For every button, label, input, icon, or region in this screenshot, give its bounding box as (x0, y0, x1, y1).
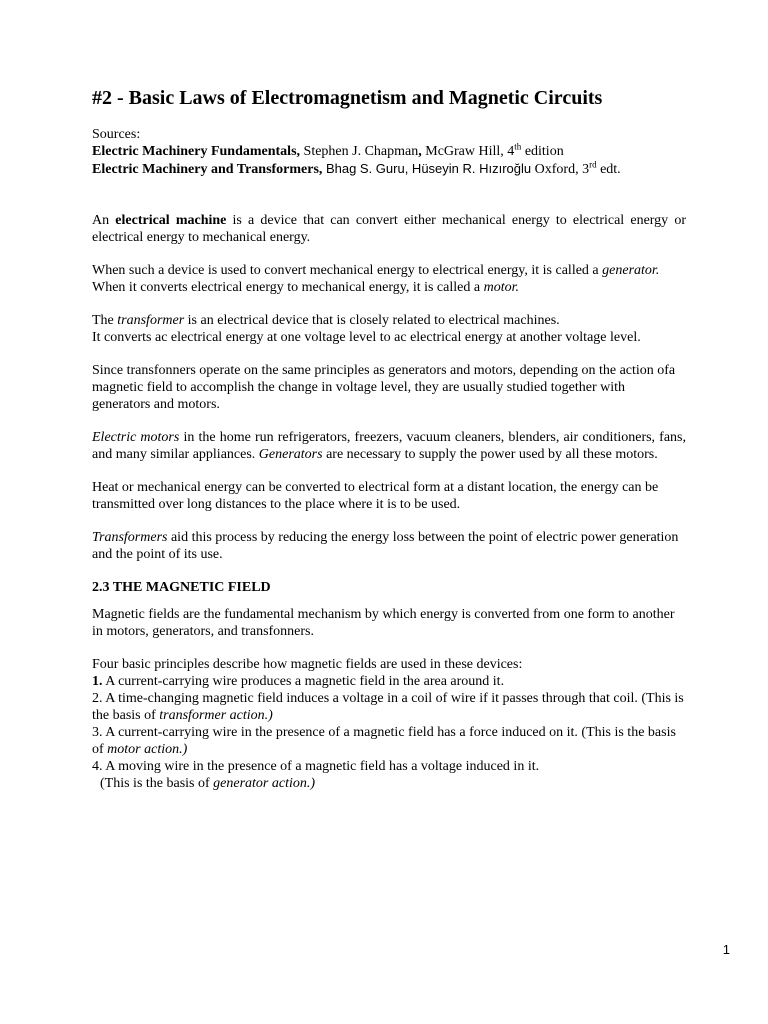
item-4-line2-text: (This is the basis of (100, 776, 210, 791)
intro-paragraph-7 (92, 529, 686, 563)
term-transformers: Transformers (92, 530, 168, 545)
item-4-italic: generator action.) (213, 776, 316, 791)
intro-paragraph-3-line-2: It converts ac electrical energy at one voltage level to ac electrical energy at another voltage level. (92, 330, 641, 345)
item-2-text: A time-changing magnetic field induces a voltage in a coil of wire if it passes through that coil. (This is the basis of (92, 691, 684, 723)
p2-line2-pre: When it converts electrical energy to mechanical energy, it is called a (92, 280, 481, 295)
document-page (92, 86, 686, 792)
intro-paragraph-2 (92, 262, 686, 279)
term-generator: generator (602, 263, 656, 278)
source-book-2 (92, 160, 686, 178)
principles-intro: Four basic principles describe how magnetic fields are used in these devices: (92, 657, 523, 672)
p2-line2-post: . (515, 280, 519, 295)
page-number: 1 (722, 942, 730, 957)
item-1-text: A current-carrying wire produces a magnetic field in the area around it. (105, 674, 505, 689)
intro-paragraph-3 (92, 312, 686, 329)
section-heading: 2.3 THE MAGNETIC FIELD (92, 580, 271, 595)
intro-paragraph-2-line-2 (92, 279, 686, 296)
book-2-edition-sup: rd (589, 159, 597, 170)
intro-paragraph-5 (92, 429, 686, 463)
term-generators: Generators (258, 447, 323, 462)
term-electrical-machine: electrical machine (115, 213, 227, 228)
p5-mid: in the home run refrigerators, freezers, vacuum cleaners, blenders, air conditioners, fans, and many similar appliances. (92, 430, 686, 462)
principle-item-3 (92, 724, 686, 758)
book-1-edition-sup: th (514, 141, 522, 152)
intro-paragraph-6: Heat or mechanical energy can be converted to electrical form at a distant location, the energy can be transmitted over long distances to the place where it is to be used. (92, 480, 659, 512)
p1-post: is a device that can convert either mechanical energy to electrical energy or electrical energy to mechanical energy. (92, 213, 687, 245)
intro-paragraph-1 (92, 212, 686, 246)
source-book-1 (92, 143, 686, 160)
item-2-italic: transformer action.) (159, 708, 273, 723)
item-1-number: 1. (92, 674, 103, 689)
book-2-authors: Bhag S. Guru, Hüseyin R. Hızıroğlu (325, 161, 532, 176)
principle-item-2 (92, 690, 686, 724)
p2-mid: . (655, 263, 660, 278)
item-3-number: 3. (92, 725, 103, 740)
p5-post: are necessary to supply the power used by all these motors. (326, 447, 658, 462)
principle-item-4-line-2 (92, 775, 686, 792)
book-1-author: Stephen J. Chapman (303, 144, 419, 159)
p1-pre: An (92, 213, 110, 228)
book-2-publisher: Oxford, 3 (534, 162, 590, 177)
page-title: #2 - Basic Laws of Electromagnetism and Magnetic Circuits (92, 87, 603, 109)
term-electric-motors: Electric motors (92, 430, 180, 445)
book-1-title: Electric Machinery Fundamentals, (92, 144, 301, 159)
section-paragraph-1: Magnetic fields are the fundamental mechanism by which energy is converted from one form to another in motors, generators, and transfonners. (92, 607, 675, 639)
p2-pre: When such a device is used to convert mechanical energy to electrical energy, it is called a (92, 263, 599, 278)
p3-post: is an electrical device that is closely related to electrical machines. (187, 313, 560, 328)
book-2-edition-suffix: edt. (600, 162, 621, 177)
book-2-title: Electric Machinery and Transformers, (92, 162, 323, 177)
book-1-publisher: McGraw Hill, 4 (425, 144, 515, 159)
p3-pre: The (92, 313, 114, 328)
sources-label: Sources: (92, 127, 141, 142)
book-1-edition-suffix: edition (524, 144, 564, 159)
intro-paragraph-4: Since transfonners operate on the same principles as generators and motors, depending on the action ofa magnetic field to accomplish the change in voltage level, they are usually studied together with generators and motors. (92, 363, 676, 412)
p7-post: aid this process by reducing the energy loss between the point of electric power generation and the point of its use. (92, 530, 679, 562)
item-4-text: A moving wire in the presence of a magnetic field has a voltage induced in it. (105, 759, 540, 774)
book-1-comma: , (418, 144, 422, 159)
item-3-text: A current-carrying wire in the presence of a magnetic field has a force induced on it. (This is the basis of (92, 725, 676, 757)
term-motor: motor (483, 280, 516, 295)
item-2-number: 2. (92, 691, 103, 706)
item-3-italic: motor action.) (107, 742, 188, 757)
term-transformer: transformer (117, 313, 185, 328)
principle-item-4 (92, 758, 686, 775)
principle-item-1 (92, 673, 686, 690)
item-4-number: 4. (92, 759, 103, 774)
